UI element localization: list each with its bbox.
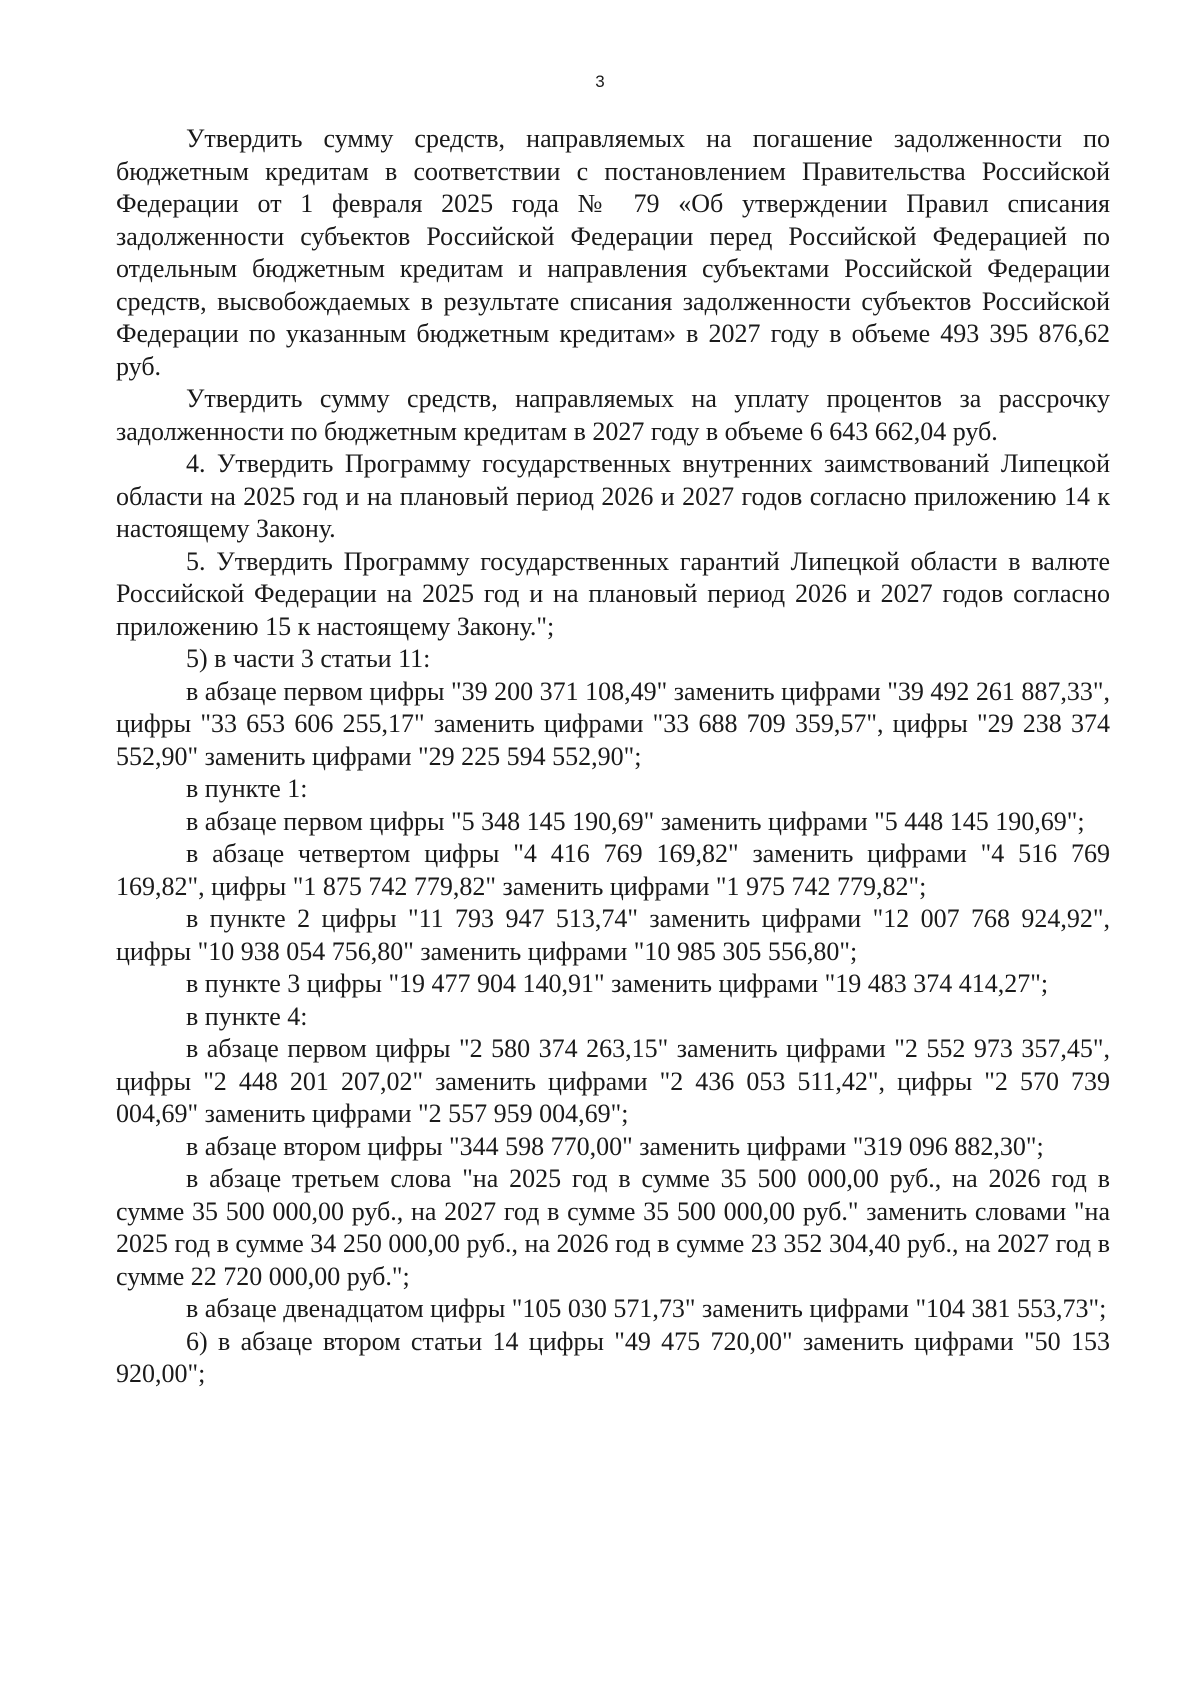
paragraph: в пункте 1: xyxy=(186,774,308,803)
paragraph: в абзаце двенадцатом цифры "105 030 571,73" заменить цифрами "104 381 553,73"; xyxy=(186,1294,1107,1323)
paragraph: в пункте 3 цифры "19 477 904 140,91" заменить цифрами "19 483 374 414,27"; xyxy=(186,969,1049,998)
paragraph: 4. Утвердить Программу государственных внутренних заимствований Липецкой области на 2025 год и на плановый период 2026 и 2027 годов согласно приложению 14 к настоящему Закону. xyxy=(116,449,1110,543)
document-body xyxy=(116,123,1110,1391)
paragraph: в абзаце третьем слова "на 2025 год в сумме 35 500 000,00 руб., на 2026 год в сумме 35 500 000,00 руб., на 2027 год в сумме 35 500 000,00 руб." заменить словами "на 2025 год в сумме 34 250 000,00 руб., на 2026 год в сумме 23 352 304,40 руб., на 2027 год в сумме 22 720 000,00 руб."; xyxy=(116,1164,1110,1291)
paragraph: 5) в части 3 статьи 11: xyxy=(186,644,431,673)
paragraph: в пункте 4: xyxy=(186,1001,308,1031)
paragraph: 6) в абзаце втором статьи 14 цифры "49 475 720,00" заменить цифрами "50 153 920,00"; xyxy=(116,1326,1110,1388)
paragraph: 5. Утвердить Программу государственных гарантий Липецкой области в валюте Российской Федерации на 2025 год и на плановый период 2026 и 2027 годов согласно приложению 15 к настоящему Закону."; xyxy=(116,546,1110,641)
paragraph: в пункте 2 цифры "11 793 947 513,74" заменить цифрами "12 007 768 924,92", цифры "10 938 054 756,80" заменить цифрами "10 985 305 556,80"; xyxy=(116,904,1110,966)
page-number: 3 xyxy=(595,72,605,91)
paragraph: Утвердить сумму средств, направляемых на погашение задолженности по бюджетным кредитам в соответствии с постановлением Правительства Российской Федерации от 1 февраля 2025 года № 79 «Об утверждении Правил списания задолженности субъектов Российской Федерации перед Российской Федерацией по отдельным бюджетным кредитам и направления субъектами Российской Федерации средств, высвобождаемых в результате списания задолженности субъектов Российской Федерации по указанным бюджетным кредитам» в 2027 году в объеме 493 395 876,62 руб. xyxy=(116,124,1110,381)
paragraph: в абзаце первом цифры "39 200 371 108,49" заменить цифрами "39 492 261 887,33", цифры "33 653 606 255,17" заменить цифрами "33 688 709 359,57", цифры "29 238 374 552,90" заменить цифрами "29 225 594 552,90"; xyxy=(116,676,1110,771)
paragraph: в абзаце втором цифры "344 598 770,00" заменить цифрами "319 096 882,30"; xyxy=(186,1131,1044,1161)
paragraph: Утвердить сумму средств, направляемых на уплату процентов за рассрочку задолженности по бюджетным кредитам в 2027 году в объеме 6 643 662,04 руб. xyxy=(116,384,1110,446)
paragraph: в абзаце первом цифры "2 580 374 263,15" заменить цифрами "2 552 973 357,45", цифры "2 448 201 207,02" заменить цифрами "2 436 053 511,42", цифры "2 570 739 004,69" заменить цифрами "2 557 959 004,69"; xyxy=(116,1034,1110,1128)
paragraph: в абзаце первом цифры "5 348 145 190,69" заменить цифрами "5 448 145 190,69"; xyxy=(186,806,1085,836)
paragraph: в абзаце четвертом цифры "4 416 769 169,82" заменить цифрами "4 516 769 169,82", цифры "1 875 742 779,82" заменить цифрами "1 975 742 779,82"; xyxy=(116,839,1110,901)
